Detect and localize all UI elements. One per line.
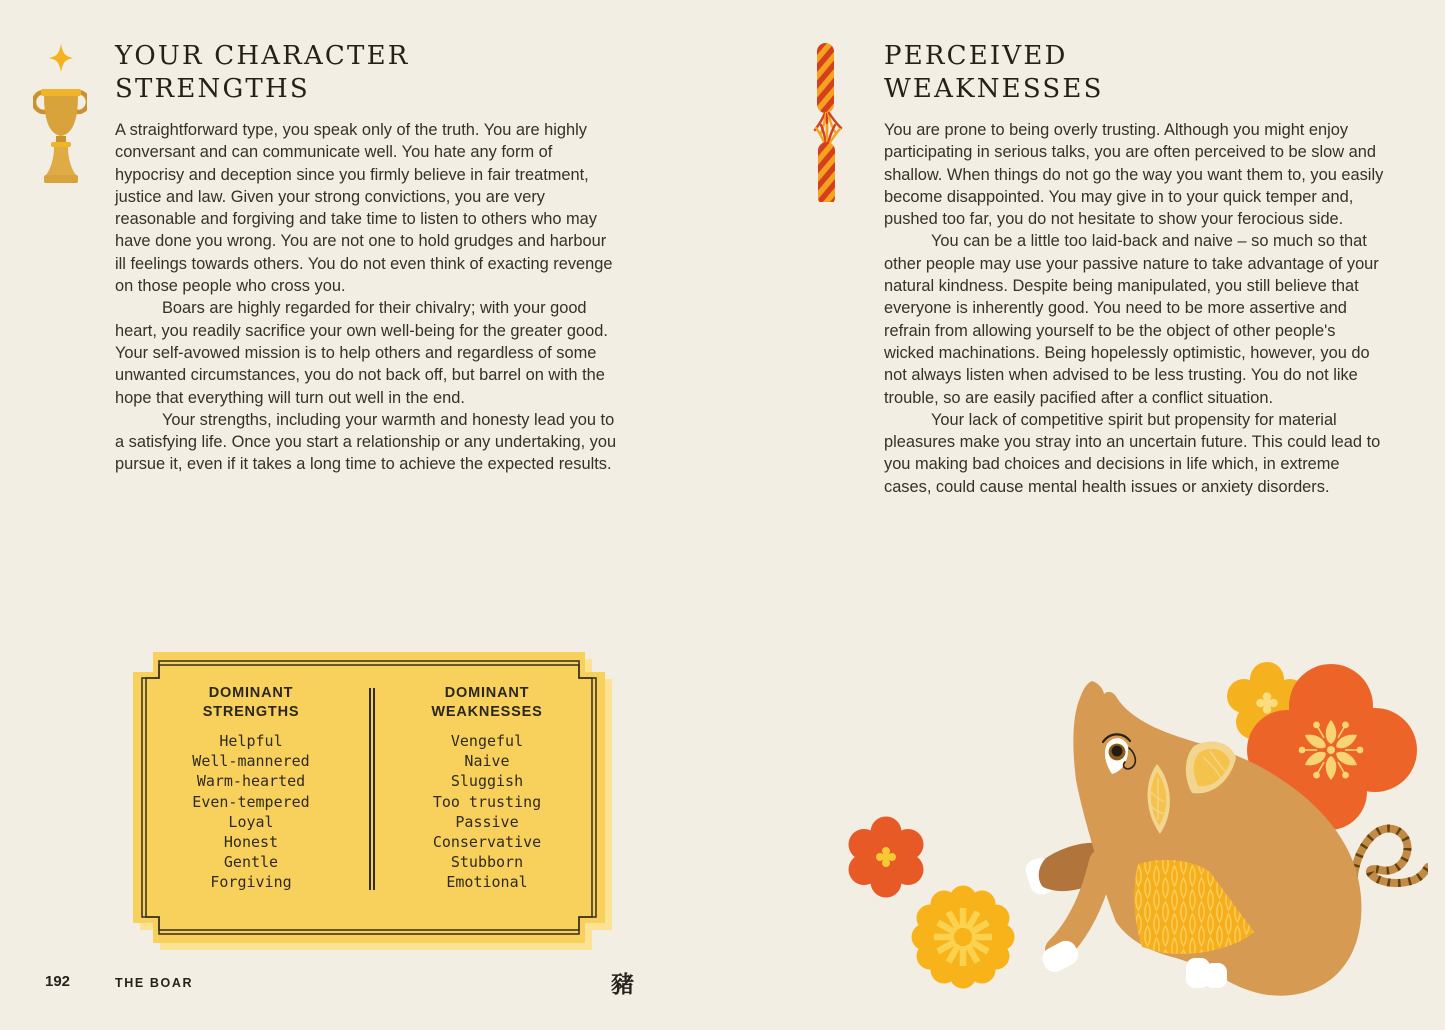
boar-illustration xyxy=(828,640,1428,1030)
weaknesses-list xyxy=(369,731,605,893)
section-title: THE BOAR xyxy=(115,976,194,990)
list-item: Vengeful xyxy=(450,732,524,750)
strengths-header-line1: DOMINANT xyxy=(208,685,294,701)
dominant-strengths-column xyxy=(133,684,369,893)
list-item: Emotional xyxy=(446,873,528,892)
right-page-title xyxy=(884,40,1387,106)
left-page-column xyxy=(115,40,618,476)
list-item: Too trusting xyxy=(432,792,542,811)
yellow-chrysanthemum-flower xyxy=(912,886,1015,989)
list-item: Warm-hearted xyxy=(196,772,306,791)
right-title-line2: WEAKNESSES xyxy=(884,74,1104,104)
trophy-icon xyxy=(33,40,87,186)
list-item: Helpful xyxy=(219,732,283,750)
left-title-line1: YOUR CHARACTER xyxy=(115,41,410,71)
dominant-weaknesses-column xyxy=(369,684,605,893)
firecrackers-icon xyxy=(808,40,850,202)
list-item: Gentle xyxy=(223,853,279,872)
strengths-header xyxy=(133,684,369,722)
list-item: Well-mannered xyxy=(192,752,310,771)
list-item: Loyal xyxy=(228,812,274,831)
list-item: Stubborn xyxy=(450,853,524,872)
right-page-column xyxy=(884,40,1387,498)
left-body-text xyxy=(115,119,618,476)
list-item: Honest xyxy=(223,833,279,852)
strengths-header-line2: STRENGTHS xyxy=(202,704,300,720)
weaknesses-header xyxy=(369,684,605,722)
pig-tail xyxy=(1353,829,1428,898)
list-item: Sluggish xyxy=(450,772,524,791)
right-title-line1: PERCEIVED xyxy=(884,41,1068,71)
left-title-line2: STRENGTHS xyxy=(115,74,310,104)
list-item: Conservative xyxy=(432,833,542,852)
paragraph: Your strengths, including your warmth and honesty lead you to a satisfying life. Once you start a relationship or any undertaking, you pursue it, even if it takes a long time to achieve the expected results. xyxy=(115,410,617,474)
left-page-title xyxy=(115,40,618,106)
list-item: Forgiving xyxy=(210,873,292,892)
zodiac-chinese-character: 豬 xyxy=(611,971,634,997)
strengths-list xyxy=(133,731,369,893)
list-item: Even-tempered xyxy=(192,792,310,811)
paragraph: You can be a little too laid-back and naive – so much so that other people may use your passive nature to take advantage of your natural kindness. Despite being manipulated, you still believe that everyone is inherently good. You need to be more assertive and refrain from allowing yourself to be the object of other people's wicked machinations. Being hopelessly optimistic, however, you do not always listen when advised to be less trusting. You do not like trouble, so are easily pacified after a conflict situation. xyxy=(884,232,1379,407)
right-body-text xyxy=(884,119,1387,498)
weaknesses-header-line1: DOMINANT xyxy=(444,685,530,701)
page-number: 192 xyxy=(45,973,71,990)
paragraph: A straightforward type, you speak only of the truth. You are highly conversant and can communicate well. You hate any form of hypocrisy and deception since you firmly believe in fair treatment, justice and law. Given your strong convictions, you are very reasonable and forgiving and take time to listen to others who may have done you wrong. You are not one to hold grudges and harbour ill feelings towards others. You do not even think of exacting revenge on those people who cross you. xyxy=(115,121,613,296)
paragraph: You are prone to being overly trusting. Although you might enjoy participating in serious talks, you are often perceived to be slow and shallow. When things do not go the way you want them to, you easily become disappointed. You may give in to your quick temper and, pushed too far, you do not hesitate to show your ferocious side. xyxy=(884,121,1384,229)
paragraph: Your lack of competitive spirit but propensity for material pleasures make you stray into an uncertain future. This could lead to you making bad choices and decisions in life which, in extreme cases, could cause mental health issues or anxiety disorders. xyxy=(884,410,1381,496)
weaknesses-header-line2: WEAKNESSES xyxy=(431,704,543,720)
list-item: Passive xyxy=(455,812,519,831)
list-item: Naive xyxy=(464,752,510,771)
paragraph: Boars are highly regarded for their chivalry; with your good heart, you readily sacrifice your own well-being for the greater good. Your self-avowed mission is to help others and regardless of some unwanted circumstances, you do not back off, but barrel on with the hope that everything will turn out well in the end. xyxy=(115,299,608,407)
